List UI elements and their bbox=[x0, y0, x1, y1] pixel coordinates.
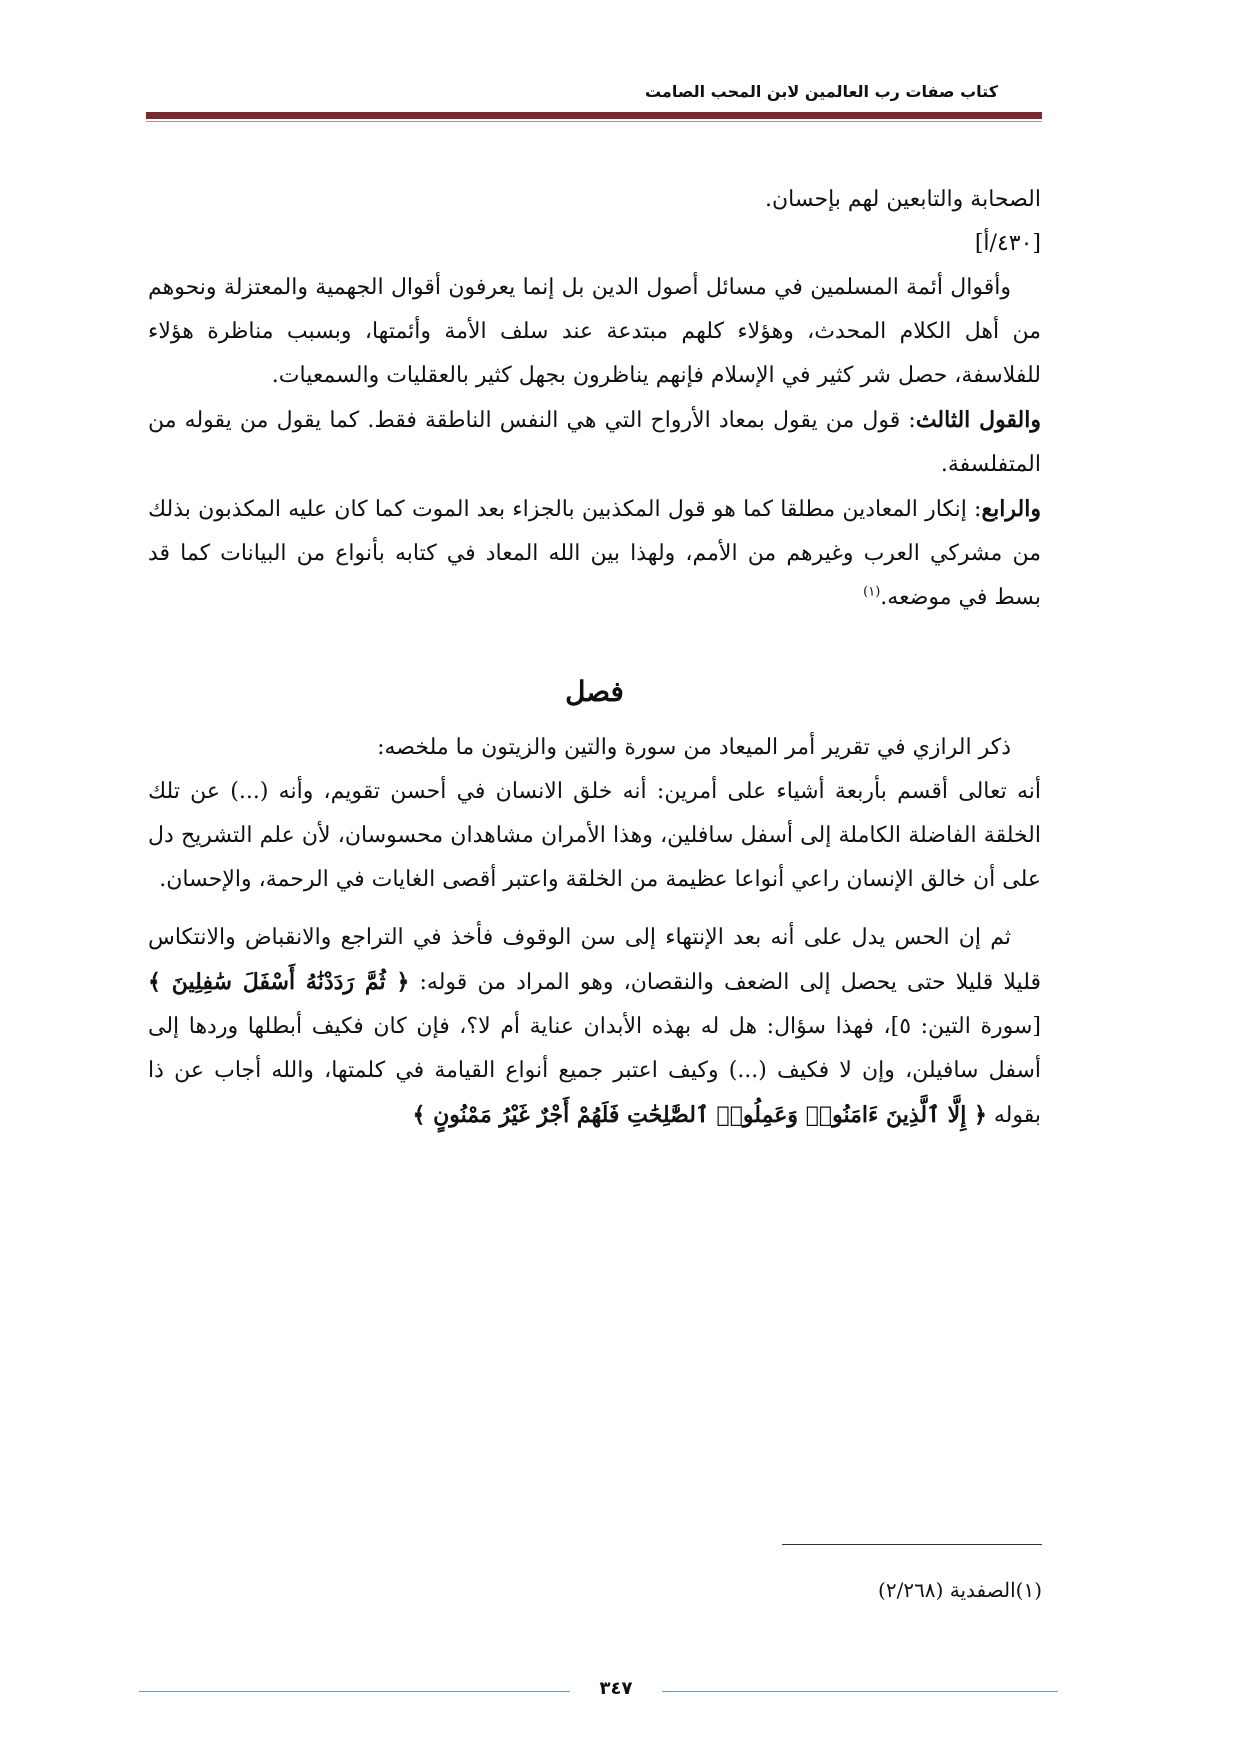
running-header-title: كتاب صفات رب العالمين لابن المحب الصامت bbox=[644, 82, 998, 101]
footnote-rule bbox=[782, 1544, 1042, 1545]
footnote-reference[interactable]: (١) bbox=[863, 584, 881, 600]
quran-verse: ﴿ ثُمَّ رَدَدْنَٰهُ أَسْفَلَ سَٰفِلِينَ ﴾ bbox=[148, 969, 410, 995]
paragraph: ذكر الرازي في تقرير أمر الميعاد من سورة والتين والزيتون ما ملخصه: bbox=[377, 735, 1011, 760]
fourth-saying-text: : إنكار المعادين مطلقا كما هو قول المكذبين بالجزاء بعد الموت كما كان عليه المكذبون بذلك من مشركي العرب وغيرهم من الأمم، ولهذا بين الله المعاد في كتابه بأنواع من البيانات كما قد بسط في موضعه. bbox=[148, 497, 1041, 610]
third-saying-text: : قول من يقول بمعاد الأرواح التي هي النفس الناطقة فقط. كما يقول من يقوله من المتفلسفة. bbox=[148, 408, 1041, 477]
footer-line-left bbox=[139, 1691, 570, 1692]
text-run: ثم إن الحس يدل على أنه بعد الإنتهاء إلى سن الوقوف فأخذ في التراجع والانقباض والانتكاس قليلا قليلا حتى يحصل إلى الضعف والنقصان، وهو المراد من قوله: bbox=[148, 925, 1041, 995]
header-rule-thin bbox=[146, 121, 1042, 122]
paragraph: أنه تعالى أقسم بأربعة أشياء على أمرين: أنه خلق الانسان في أحسن تقويم، وأنه (...) عن تلك الخلقة الفاضلة الكاملة إلى أسفل سافلين، وهذا الأمران مشاهدان محسوسان، لأن علم التشريح دل على أن خالق الإنسان راعي أنواعا عظيمة من الخلقة واعتبر أقصى الغايات في الرحمة، والإحسان. bbox=[148, 779, 1041, 892]
paragraph: وأقوال أئمة المسلمين في مسائل أصول الدين بل إنما يعرفون أقوال الجهمية والمعتزلة ونحوهم من أهل الكلام المحدث، وهؤلاء كلهم مبتدعة عند سلف الأمة وأئمتها، وبسبب مناظرة هؤلاء للفلاسفة، حصل شر كثير في الإسلام فإنهم يناظرون بجهل كثير بالعقليات والسمعيات. bbox=[148, 275, 1041, 388]
fourth-saying-label: والرابع bbox=[981, 496, 1041, 522]
folio-marker: [٤٣٠/أ] bbox=[974, 231, 1041, 256]
quran-verse: ﴿ إِلَّا ٱلَّذِينَ ءَامَنُوا۟ وَعَمِلُوا۟ ٱلصَّٰلِحَٰتِ فَلَهُمْ أَجْرٌ غَيْرُ مَمْنُونٍ ﴾ bbox=[412, 1102, 987, 1128]
text-run: [سورة التين: ٥]، فهذا سؤال: هل له بهذه الأبدان عناية أم لا؟، فإن كان فكيف أبطلها وردها إلى أسفل سافيلن، وإن لا فكيف (...) وكيف اعتبر جميع أنواع القيامة في كلمتها، والله أجاب عن ذا بقوله bbox=[148, 1014, 1042, 1128]
paragraph bbox=[148, 487, 1041, 620]
main-text bbox=[148, 178, 1041, 1138]
third-saying-label: والقول الثالث bbox=[915, 407, 1041, 433]
spacer bbox=[148, 902, 1041, 916]
paragraph: الصحابة والتابعين لهم بإحسان. bbox=[765, 187, 1041, 212]
spacer bbox=[148, 620, 1041, 660]
paragraph bbox=[148, 916, 1041, 1138]
footer-line-right bbox=[662, 1691, 1058, 1692]
page-number: ٣٤٧ bbox=[599, 1678, 633, 1699]
header-rule bbox=[146, 112, 1042, 119]
paragraph bbox=[148, 398, 1041, 487]
footnote: (١)الصفدية (٢/٢٦٨) bbox=[878, 1578, 1042, 1602]
section-title: فصل bbox=[565, 675, 624, 708]
